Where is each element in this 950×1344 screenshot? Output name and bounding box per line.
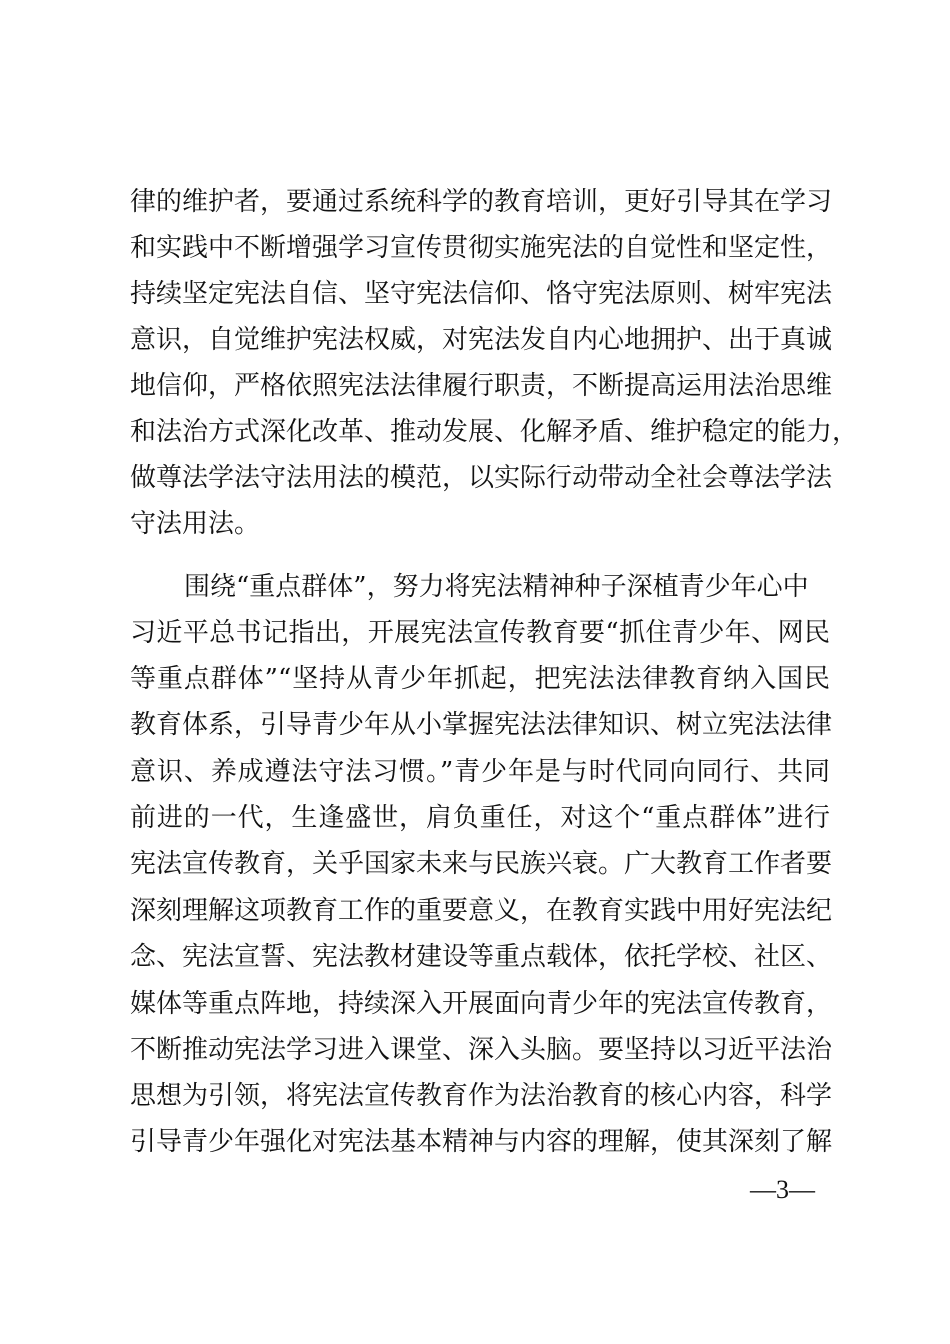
paragraph-1-line: 守法用法。	[130, 509, 261, 539]
paragraph-2-line: 思想为引领，将宪法宣传教育作为法治教育的核心内容，科学	[130, 1081, 833, 1111]
page-number: —3—	[750, 1175, 815, 1204]
paragraph-1-line: 做尊法学法守法用法的模范，以实际行动带动全社会尊法学法	[130, 463, 833, 493]
paragraph-2-line: 引导青少年强化对宪法基本精神与内容的理解，使其深刻了解	[130, 1127, 833, 1157]
paragraph-1-line: 和法治方式深化改革、推动发展、化解矛盾、维护稳定的能力，	[130, 417, 859, 447]
paragraph-1-line: 意识，自觉维护宪法权威，对宪法发自内心地拥护、出于真诚	[130, 325, 833, 355]
paragraph-2-line: 习近平总书记指出，开展宪法宣传教育要“抓住青少年、网民	[130, 618, 830, 648]
paragraph-2-line: 深刻理解这项教育工作的重要意义，在教育实践中用好宪法纪	[130, 896, 833, 926]
paragraph-2-line: 等重点群体”“坚持从青少年抓起，把宪法法律教育纳入国民	[130, 664, 830, 694]
paragraph-1-line: 持续坚定宪法自信、坚守宪法信仰、恪守宪法原则、树牢宪法	[130, 279, 833, 309]
paragraph-2-line: 围绕“重点群体”，努力将宪法精神种子深植青少年心中	[184, 572, 809, 602]
paragraph-2-line: 媒体等重点阵地，持续深入开展面向青少年的宪法宣传教育，	[130, 989, 833, 1019]
paragraph-2-line: 不断推动宪法学习进入课堂、深入头脑。要坚持以习近平法治	[130, 1035, 833, 1065]
paragraph-2-line: 宪法宣传教育，关乎国家未来与民族兴衰。广大教育工作者要	[130, 849, 833, 879]
paragraph-1-line: 和实践中不断增强学习宣传贯彻实施宪法的自觉性和坚定性，	[130, 233, 833, 263]
paragraph-2-line: 意识、养成遵法守法习惯。”青少年是与时代同向同行、共同	[130, 757, 830, 787]
paragraph-2-line: 念、宪法宣誓、宪法教材建设等重点载体，依托学校、社区、	[130, 942, 833, 972]
paragraph-1-line: 地信仰，严格依照宪法法律履行职责，不断提高运用法治思维	[130, 371, 833, 401]
paragraph-1-line: 律的维护者，要通过系统科学的教育培训，更好引导其在学习	[130, 187, 833, 217]
paragraph-2-line: 前进的一代，生逢盛世，肩负重任，对这个“重点群体”进行	[130, 803, 830, 833]
paragraph-2-line: 教育体系，引导青少年从小掌握宪法法律知识、树立宪法法律	[130, 710, 833, 740]
